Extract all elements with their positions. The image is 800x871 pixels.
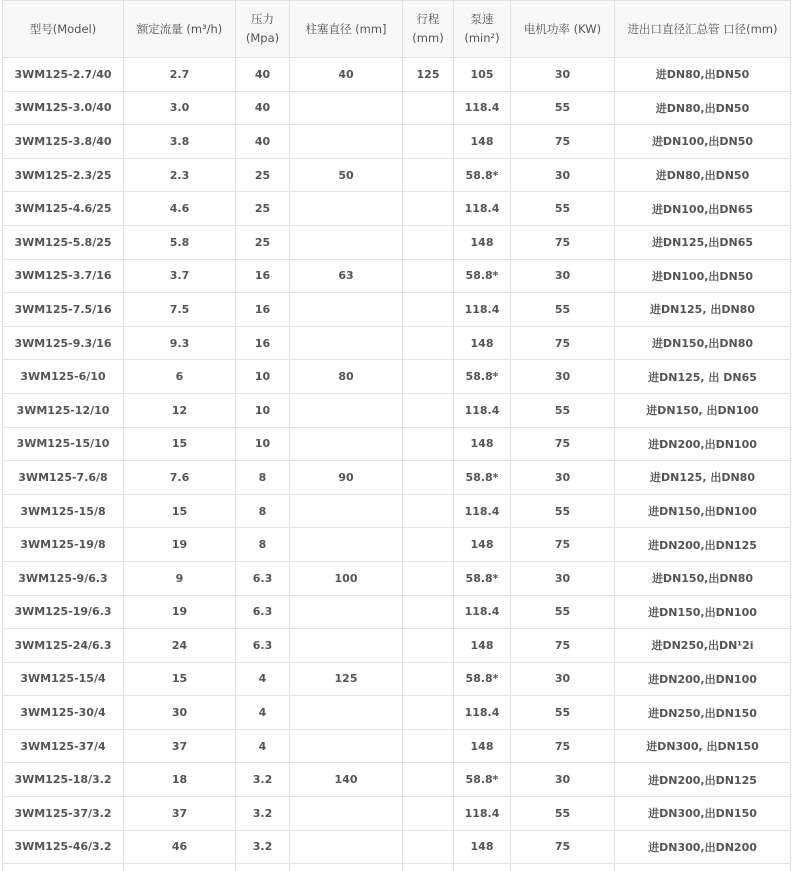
- cell-speed: 58.8*: [454, 461, 511, 495]
- cell-pressure: 8: [236, 494, 290, 528]
- header-port: [615, 1, 791, 58]
- cell-power: 55: [511, 91, 615, 125]
- cell-port: 进DN150,出DN100: [615, 494, 791, 528]
- cell-model: 3WM125-19/6.3: [3, 595, 124, 629]
- cell-pressure: 3.2: [236, 830, 290, 864]
- table-row: [3, 830, 791, 864]
- cell-model: 3WM125-2.7/40: [3, 58, 124, 92]
- table-row: [3, 125, 791, 159]
- cell-plunger: [290, 393, 403, 427]
- cell-stroke: [403, 830, 454, 864]
- table-row: [3, 729, 791, 763]
- cell-power: 75: [511, 427, 615, 461]
- cell-stroke: [403, 729, 454, 763]
- cell-stroke: [403, 91, 454, 125]
- header-label: 泵速: [470, 12, 494, 26]
- cell-model: 3WM125-15/8: [3, 494, 124, 528]
- cell-model: 3WM125-9.3/16: [3, 326, 124, 360]
- table-row: [3, 595, 791, 629]
- cell-model: 3WM125-4.6/25: [3, 192, 124, 226]
- cell-flow: 24: [124, 629, 236, 663]
- header-unit: (Mpa): [245, 31, 280, 45]
- cell-stroke: [403, 763, 454, 797]
- cell-port: 进DN80,出DN50: [615, 158, 791, 192]
- cell-speed: 148: [454, 729, 511, 763]
- cell-plunger: [290, 225, 403, 259]
- cell-power: 75: [511, 326, 615, 360]
- table-row: [3, 461, 791, 495]
- cell-speed: 148: [454, 830, 511, 864]
- cell-speed: 118.4: [454, 494, 511, 528]
- cell-stroke: [403, 225, 454, 259]
- cell-power: 75: [511, 830, 615, 864]
- pump-spec-table: [2, 0, 791, 871]
- cell-pressure: 40: [236, 58, 290, 92]
- cell-port: 进DN150,出DN100: [615, 595, 791, 629]
- cell-flow: 12: [124, 393, 236, 427]
- cell-model: 3WM125-5.8/25: [3, 225, 124, 259]
- cell-model: 3WM125-37/4: [3, 729, 124, 763]
- header-speed: [454, 1, 511, 58]
- cell-flow: 3.8: [124, 125, 236, 159]
- table-header-row: [3, 1, 791, 58]
- table-row: [3, 58, 791, 92]
- cell-plunger: [290, 326, 403, 360]
- cell-stroke: [403, 125, 454, 159]
- cell-power: 55: [511, 192, 615, 226]
- header-model: [3, 1, 124, 58]
- cell-power: 30: [511, 763, 615, 797]
- cell-speed: 58.8*: [454, 561, 511, 595]
- cell-speed: 148: [454, 125, 511, 159]
- cell-stroke: [403, 797, 454, 831]
- cell-stroke: [403, 461, 454, 495]
- header-unit: (mm): [412, 31, 444, 45]
- cell-plunger: [290, 830, 403, 864]
- cell-flow: 15: [124, 662, 236, 696]
- cell-port: 进DN250,出DN¹2i: [615, 629, 791, 663]
- cell-flow: 37: [124, 797, 236, 831]
- cell-stroke: [403, 326, 454, 360]
- cell-power: 30: [511, 461, 615, 495]
- cell-pressure: 6.3: [236, 629, 290, 663]
- table-row: [3, 561, 791, 595]
- cell-model: 3WM125-9/6.3: [3, 561, 124, 595]
- cell-plunger: [290, 293, 403, 327]
- cell-plunger: [290, 797, 403, 831]
- cell-port: 进DN200,出DN125: [615, 528, 791, 562]
- cell-port: 进DN125,出DN65: [615, 225, 791, 259]
- cell-port: 进DN250,出DN150: [615, 696, 791, 730]
- cell-plunger: [290, 427, 403, 461]
- cell-flow: 5.8: [124, 225, 236, 259]
- cell-port: 进DN100,出DN50: [615, 259, 791, 293]
- cell-plunger: 125: [290, 662, 403, 696]
- cell-speed: 148: [454, 528, 511, 562]
- table-row: [3, 393, 791, 427]
- cell-port: 进DN125, 出DN80: [615, 461, 791, 495]
- header-flow: [124, 1, 236, 58]
- cell-empty: [236, 864, 290, 871]
- table-row: [3, 91, 791, 125]
- cell-power: 75: [511, 729, 615, 763]
- cell-power: 55: [511, 797, 615, 831]
- cell-model: 3WM125-24/6.3: [3, 629, 124, 663]
- cell-plunger: 90: [290, 461, 403, 495]
- header-stroke: [403, 1, 454, 58]
- cell-flow: 19: [124, 528, 236, 562]
- cell-flow: 3.7: [124, 259, 236, 293]
- table-row: [3, 326, 791, 360]
- cell-stroke: 125: [403, 58, 454, 92]
- cell-port: 进DN100,出DN65: [615, 192, 791, 226]
- cell-power: 55: [511, 494, 615, 528]
- cell-empty: [454, 864, 511, 871]
- cell-stroke: [403, 662, 454, 696]
- cell-empty: [511, 864, 615, 871]
- cell-flow: 9: [124, 561, 236, 595]
- cell-pressure: 4: [236, 662, 290, 696]
- header-label: 进出口直径汇总管 口径(mm): [627, 21, 778, 36]
- cell-speed: 105: [454, 58, 511, 92]
- cell-flow: 15: [124, 494, 236, 528]
- cell-power: 55: [511, 595, 615, 629]
- cell-flow: 2.3: [124, 158, 236, 192]
- cell-speed: 58.8*: [454, 360, 511, 394]
- header-label: 柱塞直径 (mm]: [305, 21, 387, 36]
- cell-model: 3WM125-37/3.2: [3, 797, 124, 831]
- cell-pressure: 16: [236, 259, 290, 293]
- table-row: [3, 192, 791, 226]
- cell-plunger: 63: [290, 259, 403, 293]
- cell-speed: 148: [454, 225, 511, 259]
- cell-speed: 118.4: [454, 595, 511, 629]
- cell-flow: 7.6: [124, 461, 236, 495]
- cell-power: 75: [511, 629, 615, 663]
- cell-port: 进DN80,出DN50: [615, 58, 791, 92]
- cell-speed: 58.8*: [454, 259, 511, 293]
- cell-flow: 18: [124, 763, 236, 797]
- cell-speed: 148: [454, 427, 511, 461]
- cell-empty: [290, 864, 403, 871]
- cell-plunger: [290, 494, 403, 528]
- cell-stroke: [403, 561, 454, 595]
- cell-pressure: 10: [236, 393, 290, 427]
- cell-pressure: 25: [236, 158, 290, 192]
- table-row: [3, 763, 791, 797]
- table-row: [3, 259, 791, 293]
- cell-empty: [403, 864, 454, 871]
- table-body: [3, 58, 791, 871]
- cell-port: 进DN300,出DN150: [615, 797, 791, 831]
- header-label: 行程: [416, 12, 440, 26]
- cell-port: 进DN200,出DN125: [615, 763, 791, 797]
- cell-pressure: 10: [236, 427, 290, 461]
- cell-pressure: 16: [236, 326, 290, 360]
- cell-pressure: 25: [236, 192, 290, 226]
- cell-speed: 118.4: [454, 91, 511, 125]
- cell-model: 3WM125-3.8/40: [3, 125, 124, 159]
- cell-speed: 118.4: [454, 797, 511, 831]
- cell-pressure: 16: [236, 293, 290, 327]
- cell-pressure: 6.3: [236, 561, 290, 595]
- cell-power: 75: [511, 125, 615, 159]
- table-row: [3, 225, 791, 259]
- cell-pressure: 4: [236, 696, 290, 730]
- header-pressure: [236, 1, 290, 58]
- cell-flow: 7.5: [124, 293, 236, 327]
- cell-power: 75: [511, 225, 615, 259]
- cell-speed: 118.4: [454, 696, 511, 730]
- cell-pressure: 3.2: [236, 763, 290, 797]
- cell-plunger: 50: [290, 158, 403, 192]
- table-row: [3, 360, 791, 394]
- cell-plunger: 80: [290, 360, 403, 394]
- cell-model: 3WM125-46/3.2: [3, 830, 124, 864]
- cell-stroke: [403, 427, 454, 461]
- table-row: [3, 629, 791, 663]
- table-row: [3, 158, 791, 192]
- cell-pressure: 40: [236, 91, 290, 125]
- cell-pressure: 3.2: [236, 797, 290, 831]
- cell-pressure: 4: [236, 729, 290, 763]
- cell-port: 进DN200,出DN100: [615, 427, 791, 461]
- cell-power: 55: [511, 293, 615, 327]
- cell-plunger: 40: [290, 58, 403, 92]
- cell-flow: 2.7: [124, 58, 236, 92]
- cell-model: 3WM125-30/4: [3, 696, 124, 730]
- header-label: 额定流量 (m³/h): [136, 21, 223, 36]
- cell-power: 55: [511, 696, 615, 730]
- cell-model: 3WM125-3.7/16: [3, 259, 124, 293]
- cell-stroke: [403, 360, 454, 394]
- cell-model: 3WM125-12/10: [3, 393, 124, 427]
- cell-plunger: 140: [290, 763, 403, 797]
- table-row: [3, 427, 791, 461]
- cell-port: 进DN150,出DN80: [615, 326, 791, 360]
- cell-flow: 6: [124, 360, 236, 394]
- cell-port: 进DN150, 出DN100: [615, 393, 791, 427]
- cell-port: 进DN300, 出DN150: [615, 729, 791, 763]
- header-plunger: [290, 1, 403, 58]
- cell-speed: 118.4: [454, 293, 511, 327]
- table-row: [3, 293, 791, 327]
- cell-power: 30: [511, 360, 615, 394]
- cell-port: 进DN80,出DN50: [615, 91, 791, 125]
- cell-plunger: [290, 729, 403, 763]
- cell-flow: 30: [124, 696, 236, 730]
- table-row: [3, 797, 791, 831]
- cell-stroke: [403, 595, 454, 629]
- cell-speed: 148: [454, 326, 511, 360]
- table-row-partial: [3, 864, 791, 871]
- cell-port: 进DN100,出DN50: [615, 125, 791, 159]
- cell-power: 30: [511, 259, 615, 293]
- cell-speed: 118.4: [454, 192, 511, 226]
- cell-power: 30: [511, 662, 615, 696]
- cell-plunger: [290, 528, 403, 562]
- cell-plunger: [290, 192, 403, 226]
- cell-port: 进DN200,出DN100: [615, 662, 791, 696]
- cell-port: 进DN150,出DN80: [615, 561, 791, 595]
- header-unit: (min²): [464, 31, 500, 45]
- cell-pressure: 8: [236, 461, 290, 495]
- cell-power: 30: [511, 561, 615, 595]
- header-label: 压力: [251, 12, 274, 26]
- cell-model: 3WM125-15/4: [3, 662, 124, 696]
- header-power: [511, 1, 615, 58]
- cell-stroke: [403, 259, 454, 293]
- cell-model: 3WM125-19/8: [3, 528, 124, 562]
- cell-empty: [124, 864, 236, 871]
- header-label: 电机功率 (KW): [523, 21, 602, 36]
- cell-model: 3WM125-15/10: [3, 427, 124, 461]
- cell-model: 3WM125-6/10: [3, 360, 124, 394]
- cell-pressure: 8: [236, 528, 290, 562]
- cell-stroke: [403, 494, 454, 528]
- cell-port: 进DN125, 出DN80: [615, 293, 791, 327]
- cell-model: 3WM125-3.0/40: [3, 91, 124, 125]
- cell-power: 55: [511, 393, 615, 427]
- cell-pressure: 10: [236, 360, 290, 394]
- cell-stroke: [403, 696, 454, 730]
- cell-plunger: [290, 629, 403, 663]
- cell-pressure: 25: [236, 225, 290, 259]
- cell-model: 3WM125-7.6/8: [3, 461, 124, 495]
- cell-flow: 19: [124, 595, 236, 629]
- cell-speed: 118.4: [454, 393, 511, 427]
- cell-flow: 4.6: [124, 192, 236, 226]
- cell-speed: 58.8*: [454, 763, 511, 797]
- cell-stroke: [403, 629, 454, 663]
- cell-power: 30: [511, 58, 615, 92]
- cell-stroke: [403, 158, 454, 192]
- cell-stroke: [403, 528, 454, 562]
- cell-flow: 15: [124, 427, 236, 461]
- table-row: [3, 494, 791, 528]
- cell-port: 进DN300,出DN200: [615, 830, 791, 864]
- cell-empty: [3, 864, 124, 871]
- cell-model: 3WM125-7.5/16: [3, 293, 124, 327]
- cell-flow: 3.0: [124, 91, 236, 125]
- cell-power: 75: [511, 528, 615, 562]
- header-label: 型号(Model): [29, 21, 97, 36]
- cell-speed: 58.8*: [454, 662, 511, 696]
- table-row: [3, 662, 791, 696]
- cell-plunger: [290, 91, 403, 125]
- cell-stroke: [403, 393, 454, 427]
- cell-power: 30: [511, 158, 615, 192]
- cell-empty: [615, 864, 791, 871]
- cell-plunger: [290, 696, 403, 730]
- cell-speed: 148: [454, 629, 511, 663]
- cell-plunger: [290, 595, 403, 629]
- table-row: [3, 696, 791, 730]
- cell-stroke: [403, 293, 454, 327]
- cell-port: 进DN125, 出 DN65: [615, 360, 791, 394]
- cell-model: 3WM125-2.3/25: [3, 158, 124, 192]
- cell-flow: 9.3: [124, 326, 236, 360]
- cell-plunger: 100: [290, 561, 403, 595]
- cell-plunger: [290, 125, 403, 159]
- cell-pressure: 6.3: [236, 595, 290, 629]
- cell-speed: 58.8*: [454, 158, 511, 192]
- cell-flow: 46: [124, 830, 236, 864]
- table-row: [3, 528, 791, 562]
- cell-flow: 37: [124, 729, 236, 763]
- cell-pressure: 40: [236, 125, 290, 159]
- cell-stroke: [403, 192, 454, 226]
- cell-model: 3WM125-18/3.2: [3, 763, 124, 797]
